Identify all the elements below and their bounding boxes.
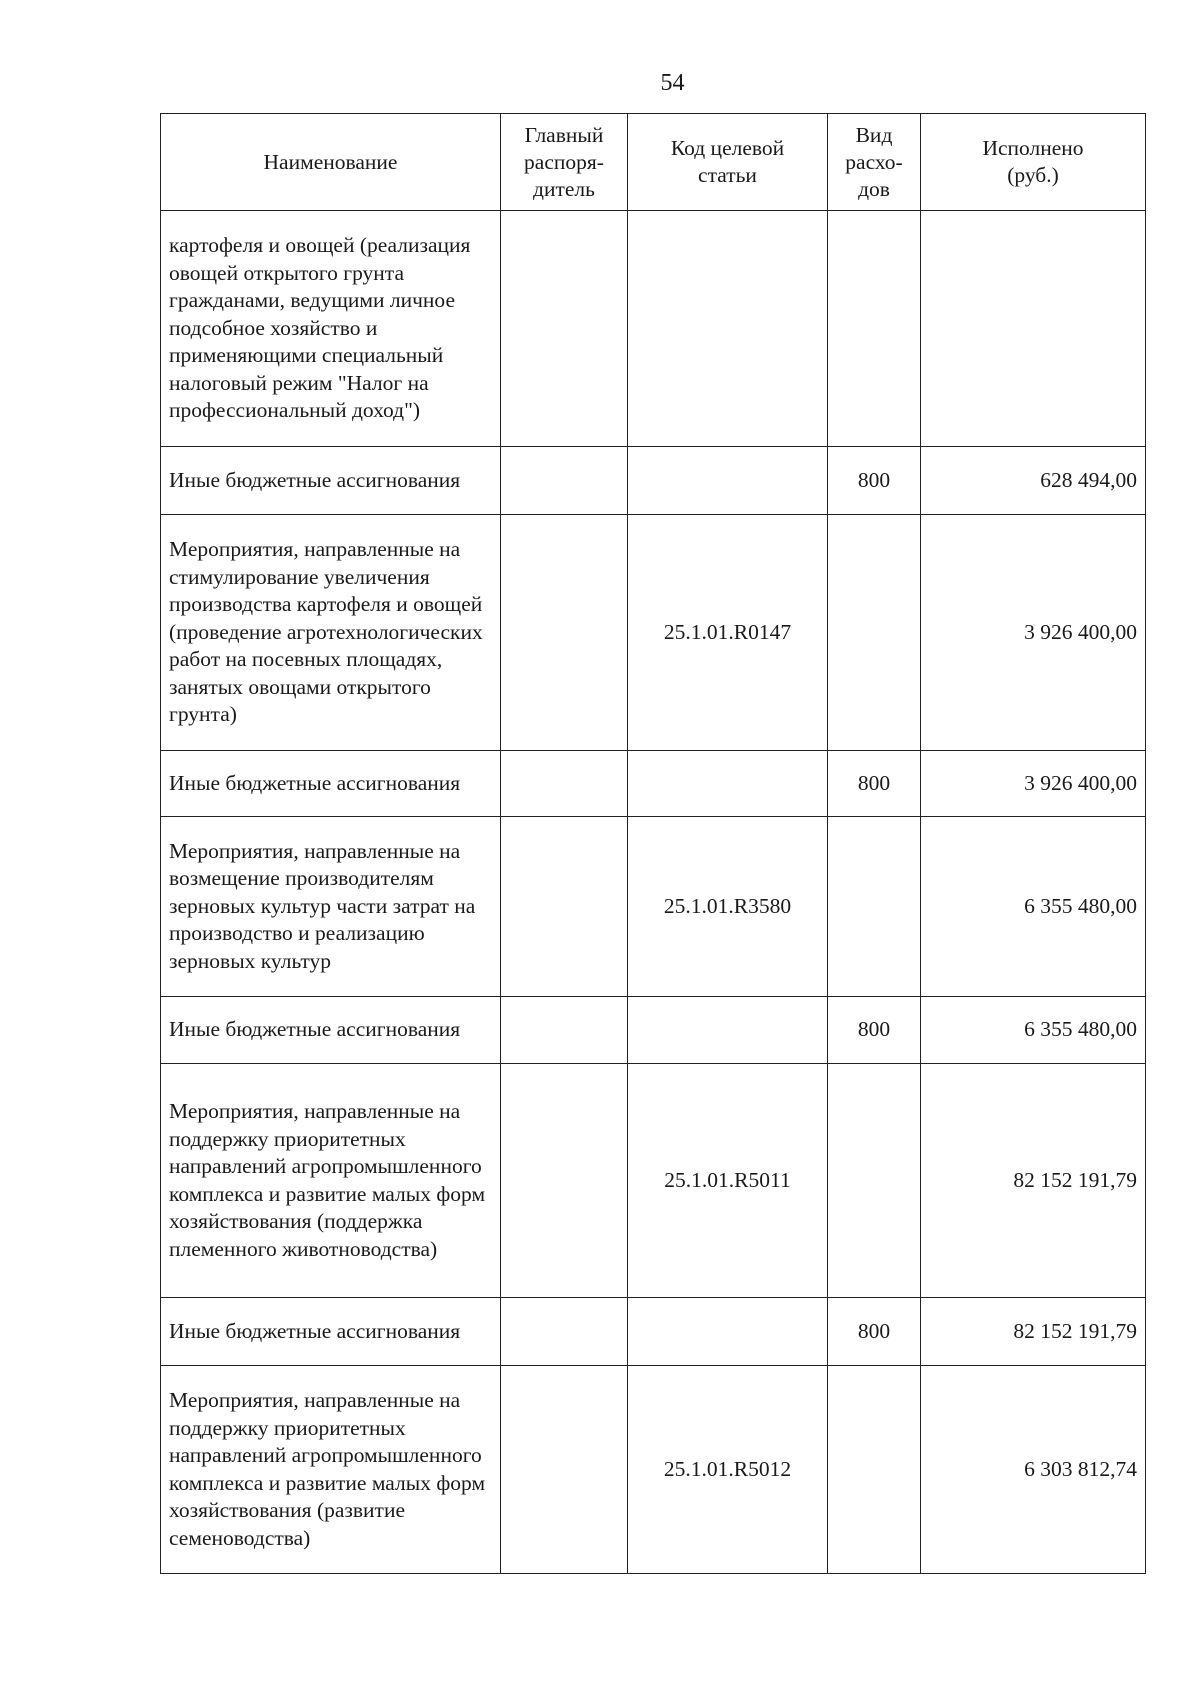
row-main-manager — [501, 817, 628, 997]
row-expense-type — [828, 515, 921, 751]
row-name: Иные бюджетные ассигнования — [161, 447, 501, 515]
row-target-code: 25.1.01.R0147 — [628, 515, 828, 751]
row-expense-type: 800 — [828, 751, 921, 817]
row-main-manager — [501, 1298, 628, 1366]
row-executed: 82 152 191,79 — [921, 1064, 1146, 1298]
row-executed: 6 355 480,00 — [921, 997, 1146, 1064]
table-row — [161, 817, 1146, 997]
row-main-manager — [501, 997, 628, 1064]
row-executed: 3 926 400,00 — [921, 515, 1146, 751]
table-row — [161, 211, 1146, 447]
row-expense-type: 800 — [828, 447, 921, 515]
row-target-code — [628, 751, 828, 817]
row-expense-type — [828, 1366, 921, 1574]
page-number: 54 — [660, 70, 685, 96]
row-main-manager — [501, 1064, 628, 1298]
row-executed — [921, 211, 1146, 447]
row-target-code — [628, 997, 828, 1064]
table-row — [161, 515, 1146, 751]
table-header-row — [161, 114, 1146, 211]
row-target-code — [628, 447, 828, 515]
row-executed: 6 303 812,74 — [921, 1366, 1146, 1574]
header-target-code: Код целевой статьи — [628, 114, 828, 211]
budget-execution-table — [160, 113, 1146, 1574]
row-name: Мероприятия, направленные на возмещение производителям зерновых культур части затрат на производство и реализацию зерновых культур — [161, 817, 501, 997]
row-name: картофеля и овощей (реализация овощей открытого грунта гражданами, ведущими личное подсобное хозяйство и применяющими специальный налоговый режим "Налог на профессиональный доход") — [161, 211, 501, 447]
row-name: Иные бюджетные ассигнования — [161, 997, 501, 1064]
row-expense-type — [828, 211, 921, 447]
row-main-manager — [501, 447, 628, 515]
row-expense-type — [828, 817, 921, 997]
row-name: Иные бюджетные ассигнования — [161, 751, 501, 817]
table-row — [161, 447, 1146, 515]
header-executed: Исполнено (руб.) — [921, 114, 1146, 211]
table-row — [161, 1298, 1146, 1366]
table-row — [161, 1366, 1146, 1574]
row-target-code: 25.1.01.R5011 — [628, 1064, 828, 1298]
row-executed: 628 494,00 — [921, 447, 1146, 515]
row-main-manager — [501, 515, 628, 751]
row-executed: 3 926 400,00 — [921, 751, 1146, 817]
table-row — [161, 997, 1146, 1064]
row-expense-type: 800 — [828, 997, 921, 1064]
row-target-code: 25.1.01.R3580 — [628, 817, 828, 997]
header-expense-type: Вид расхо- дов — [828, 114, 921, 211]
row-target-code — [628, 1298, 828, 1366]
row-target-code: 25.1.01.R5012 — [628, 1366, 828, 1574]
row-target-code — [628, 211, 828, 447]
row-executed: 82 152 191,79 — [921, 1298, 1146, 1366]
row-main-manager — [501, 211, 628, 447]
header-main-manager: Главный распоря- дитель — [501, 114, 628, 211]
row-executed: 6 355 480,00 — [921, 817, 1146, 997]
row-expense-type — [828, 1064, 921, 1298]
row-main-manager — [501, 751, 628, 817]
row-main-manager — [501, 1366, 628, 1574]
row-expense-type: 800 — [828, 1298, 921, 1366]
table-row — [161, 751, 1146, 817]
row-name: Иные бюджетные ассигнования — [161, 1298, 501, 1366]
table-row — [161, 1064, 1146, 1298]
row-name: Мероприятия, направленные на стимулирование увеличения производства картофеля и овощей (проведение агротехнологических работ на посевных площадях, занятых овощами открытого грунта) — [161, 515, 501, 751]
row-name: Мероприятия, направленные на поддержку приоритетных направлений агропромышленного комплекса и развитие малых форм хозяйствования (развитие семеноводства) — [161, 1366, 501, 1574]
row-name: Мероприятия, направленные на поддержку приоритетных направлений агропромышленного комплекса и развитие малых форм хозяйствования (поддержка племенного животноводства) — [161, 1064, 501, 1298]
header-name: Наименование — [161, 114, 501, 211]
